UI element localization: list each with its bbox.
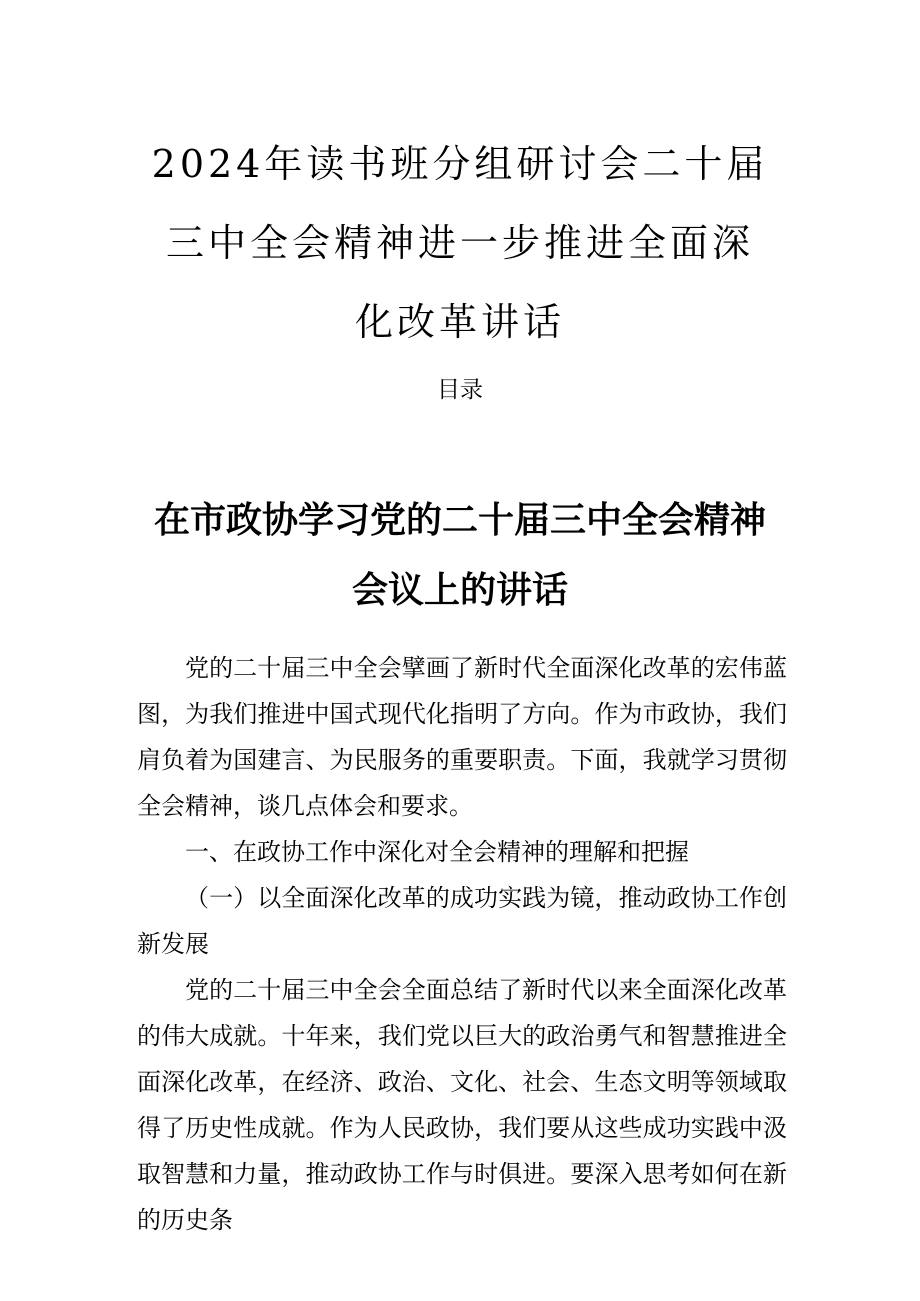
document-body bbox=[137, 645, 787, 1243]
paragraph-intro: 党的二十届三中全会擘画了新时代全面深化改革的宏伟蓝图，为我们推进中国式现代化指明了方向。作为市政协，我们肩负着为国建言、为民服务的重要职责。下面，我就学习贯彻全会精神，谈几点体会和要求。 bbox=[137, 654, 787, 820]
speech-title: 在市政协学习党的二十届三中全会精神会议上的讲话 bbox=[153, 500, 766, 611]
paragraph-body: 党的二十届三中全会全面总结了新时代以来全面深化改革的伟大成就。十年来，我们党以巨大的政治勇气和智慧推进全面深化改革，在经济、政治、文化、社会、生态文明等领域取得了历史性成就。作为人民政协，我们要从这些成功实践中汲取智慧和力量，推动政协工作与时俱进。要深入思考如何在新的历史条 bbox=[137, 976, 787, 1234]
document-title: 2024年读书班分组研讨会二十届三中全会精神进一步推进全面深化改革讲话 bbox=[151, 142, 769, 344]
section-heading-1: 一、在政协工作中深化对全会精神的理解和把握 bbox=[185, 838, 689, 866]
subsection-heading-1: （一）以全面深化改革的成功实践为镜，推动政协工作创新发展 bbox=[137, 884, 787, 958]
table-of-contents-label: 目录 bbox=[437, 377, 483, 403]
